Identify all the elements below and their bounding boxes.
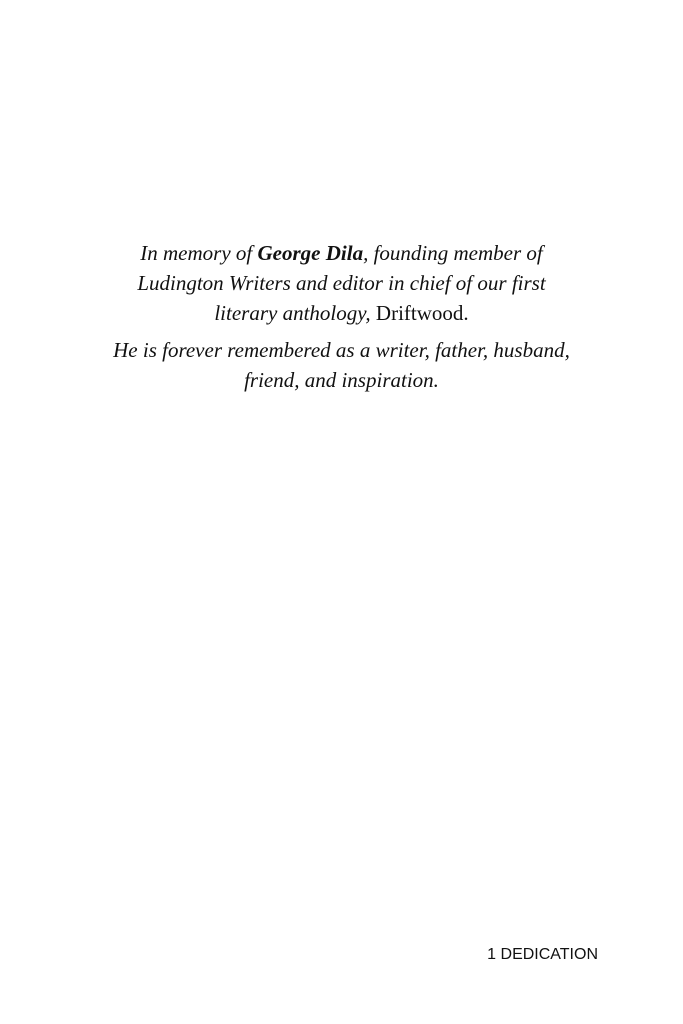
dedication-block: [110, 238, 573, 395]
dedication-paragraph-1: [110, 238, 573, 328]
page-footer: 1 DEDICATION: [487, 946, 598, 963]
honoree-name: George Dila: [257, 241, 364, 265]
dedication-middle-text: , founding member of Ludington Writers and editor in chief of our first literary anthology,: [137, 241, 546, 325]
dedication-paragraph-2: He is forever remembered as a writer, father, husband, friend, and inspiration.: [113, 338, 570, 392]
anthology-title: Driftwood.: [375, 301, 469, 325]
dedication-lead-text: In memory of: [140, 241, 258, 265]
